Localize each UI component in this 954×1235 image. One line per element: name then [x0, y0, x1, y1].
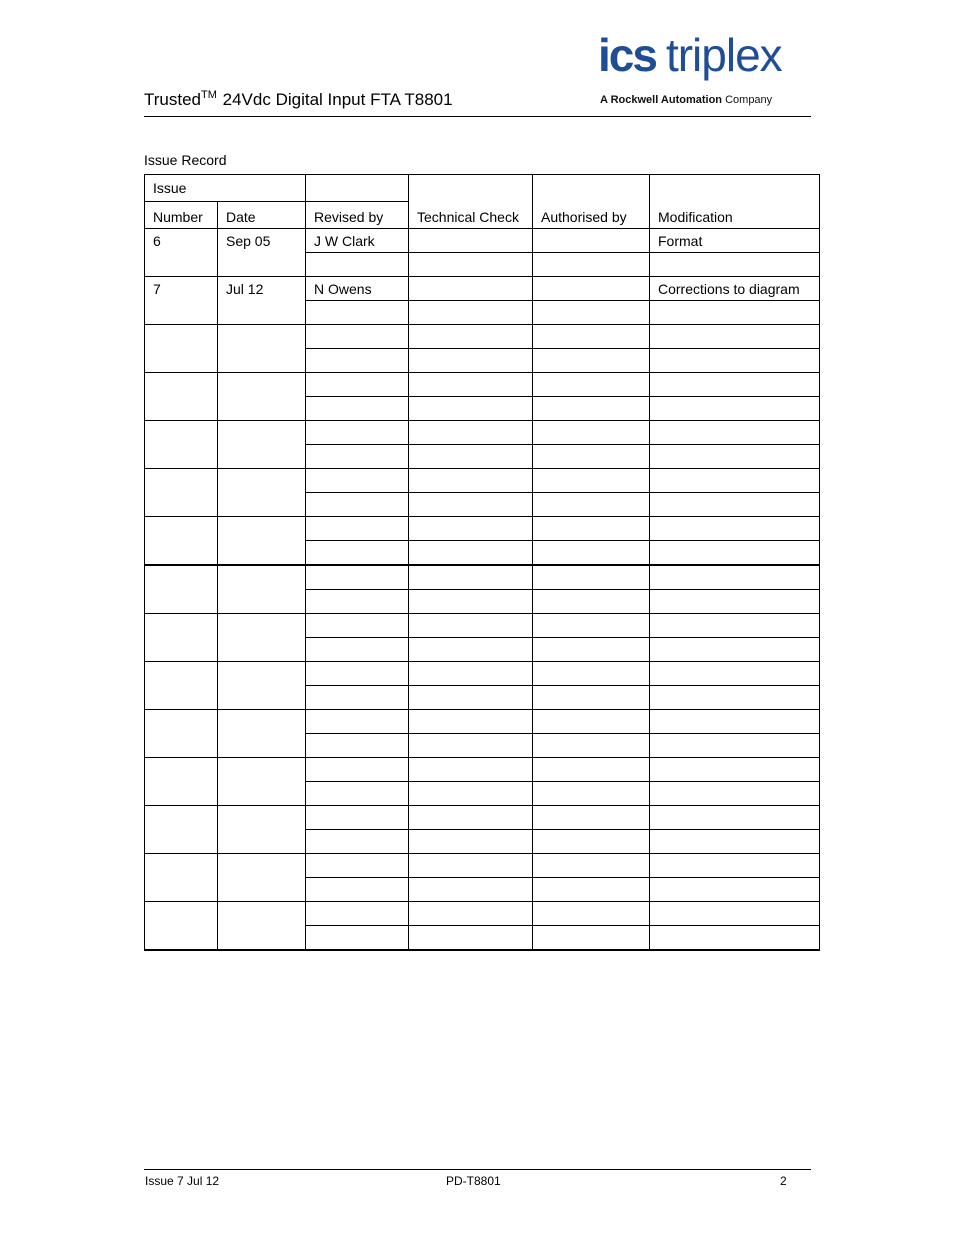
- technical-check-cell: [409, 854, 533, 878]
- modification-cell: [650, 373, 820, 397]
- issue-number-cell: [145, 373, 218, 421]
- modification-cell: [650, 758, 820, 782]
- table-row: [145, 565, 820, 590]
- modification-cell-blank: [650, 590, 820, 614]
- issue-date-cell: Sep 05: [218, 229, 306, 277]
- authorised-by-cell-blank: [533, 253, 650, 277]
- issue-date-cell: [218, 469, 306, 517]
- table-row: [145, 517, 820, 541]
- modification-cell: [650, 421, 820, 445]
- technical-check-cell-blank: [409, 878, 533, 902]
- issue-date-cell: [218, 373, 306, 421]
- revised-by-cell: [306, 469, 409, 493]
- technical-check-cell: [409, 421, 533, 445]
- table-row: [145, 758, 820, 782]
- modification-cell: Corrections to diagram: [650, 277, 820, 301]
- trademark-mark: TM: [201, 89, 217, 101]
- modification-cell-blank: [650, 782, 820, 806]
- document-title: [144, 89, 453, 110]
- authorised-by-cell: [533, 325, 650, 349]
- modification-cell-blank: [650, 638, 820, 662]
- modification-cell-blank: [650, 686, 820, 710]
- technical-check-cell-blank: [409, 301, 533, 325]
- technical-check-cell: [409, 565, 533, 590]
- technical-check-cell: [409, 614, 533, 638]
- issue-number-cell: [145, 902, 218, 951]
- authorised-by-cell: [533, 421, 650, 445]
- table-row: [145, 421, 820, 445]
- authorised-by-cell: [533, 854, 650, 878]
- modification-cell-blank: [650, 541, 820, 566]
- authorised-by-cell-blank: [533, 590, 650, 614]
- revised-by-cell: [306, 710, 409, 734]
- revised-by-cell: [306, 614, 409, 638]
- table-row: [145, 229, 820, 253]
- footer-page-number: 2: [780, 1174, 787, 1188]
- technical-check-header: Technical Check: [409, 175, 533, 229]
- technical-check-cell: [409, 229, 533, 253]
- authorised-by-cell: [533, 662, 650, 686]
- technical-check-cell-blank: [409, 686, 533, 710]
- revised-by-cell: [306, 565, 409, 590]
- title-prefix: Trusted: [144, 90, 202, 109]
- authorised-by-cell-blank: [533, 397, 650, 421]
- authorised-by-header: Authorised by: [533, 175, 650, 229]
- technical-check-cell-blank: [409, 541, 533, 566]
- revised-by-cell: [306, 325, 409, 349]
- modification-cell: [650, 517, 820, 541]
- authorised-by-cell-blank: [533, 782, 650, 806]
- issue-number-cell: [145, 614, 218, 662]
- issue-number-cell: [145, 662, 218, 710]
- issue-number-cell: 7: [145, 277, 218, 325]
- authorised-by-cell: [533, 469, 650, 493]
- revised-by-cell-blank: [306, 253, 409, 277]
- technical-check-cell: [409, 710, 533, 734]
- authorised-by-cell-blank: [533, 638, 650, 662]
- technical-check-cell-blank: [409, 782, 533, 806]
- authorised-by-cell-blank: [533, 878, 650, 902]
- technical-check-cell: [409, 373, 533, 397]
- date-header: Date: [218, 202, 306, 229]
- authorised-by-cell-blank: [533, 830, 650, 854]
- issue-date-cell: [218, 565, 306, 614]
- modification-header: Modification: [650, 175, 820, 229]
- modification-cell-blank: [650, 253, 820, 277]
- issue-number-cell: [145, 517, 218, 566]
- modification-cell-blank: [650, 878, 820, 902]
- technical-check-cell: [409, 758, 533, 782]
- modification-cell-blank: [650, 397, 820, 421]
- logo-wordmark: ics triplex: [598, 29, 782, 81]
- revised-by-cell: [306, 517, 409, 541]
- technical-check-cell: [409, 662, 533, 686]
- modification-cell: [650, 902, 820, 926]
- technical-check-cell-blank: [409, 926, 533, 951]
- revised-by-cell-blank: [306, 349, 409, 373]
- revised-by-cell-blank: [306, 926, 409, 951]
- issue-number-cell: [145, 421, 218, 469]
- issue-date-cell: [218, 325, 306, 373]
- issue-date-cell: [218, 662, 306, 710]
- revised-by-cell: [306, 758, 409, 782]
- issue-date-cell: [218, 421, 306, 469]
- technical-check-cell-blank: [409, 493, 533, 517]
- modification-cell: [650, 469, 820, 493]
- issue-date-cell: [218, 758, 306, 806]
- modification-cell-blank: [650, 445, 820, 469]
- technical-check-cell-blank: [409, 349, 533, 373]
- issue-date-cell: Jul 12: [218, 277, 306, 325]
- revised-by-cell: [306, 421, 409, 445]
- issue-date-cell: [218, 902, 306, 951]
- table-row: [145, 373, 820, 397]
- revised-by-cell-blank: [306, 830, 409, 854]
- table-row: [145, 902, 820, 926]
- authorised-by-cell: [533, 806, 650, 830]
- title-suffix: 24Vdc Digital Input FTA T8801: [222, 90, 453, 109]
- revised-by-cell: N Owens: [306, 277, 409, 301]
- modification-cell-blank: [650, 830, 820, 854]
- modification-cell-blank: [650, 493, 820, 517]
- authorised-by-cell-blank: [533, 541, 650, 566]
- authorised-by-cell-blank: [533, 301, 650, 325]
- revised-by-cell: J W Clark: [306, 229, 409, 253]
- table-row: [145, 469, 820, 493]
- table-row: [145, 806, 820, 830]
- header-divider: [144, 116, 811, 117]
- issue-number-cell: 6: [145, 229, 218, 277]
- authorised-by-cell: [533, 902, 650, 926]
- technical-check-cell-blank: [409, 734, 533, 758]
- technical-check-cell: [409, 517, 533, 541]
- issue-date-cell: [218, 517, 306, 566]
- table-row: [145, 614, 820, 638]
- technical-check-cell: [409, 806, 533, 830]
- logo-tagline: A Rockwell Automation Company: [600, 94, 773, 106]
- issue-number-cell: [145, 806, 218, 854]
- modification-cell: [650, 565, 820, 590]
- technical-check-cell-blank: [409, 638, 533, 662]
- revised-by-cell: [306, 662, 409, 686]
- authorised-by-cell: [533, 710, 650, 734]
- modification-cell-blank: [650, 301, 820, 325]
- revised-by-header: Revised by: [306, 202, 409, 229]
- modification-cell-blank: [650, 734, 820, 758]
- technical-check-cell: [409, 469, 533, 493]
- revised-by-cell: [306, 854, 409, 878]
- issue-number-cell: [145, 758, 218, 806]
- table-row: [145, 662, 820, 686]
- revised-by-cell-blank: [306, 734, 409, 758]
- revised-by-cell-blank: [306, 686, 409, 710]
- table-row: [145, 325, 820, 349]
- issue-date-cell: [218, 710, 306, 758]
- revised-by-cell: [306, 902, 409, 926]
- authorised-by-cell-blank: [533, 493, 650, 517]
- revised-by-cell-blank: [306, 590, 409, 614]
- authorised-by-cell: [533, 614, 650, 638]
- modification-cell: Format: [650, 229, 820, 253]
- header-row-1: [145, 175, 820, 202]
- table-row: [145, 710, 820, 734]
- table-row: [145, 854, 820, 878]
- technical-check-cell-blank: [409, 445, 533, 469]
- number-header: Number: [145, 202, 218, 229]
- revised-by-cell-blank: [306, 301, 409, 325]
- revised-by-cell-blank: [306, 445, 409, 469]
- modification-cell-blank: [650, 926, 820, 951]
- issue-record-table: [144, 174, 820, 951]
- revised-by-cell: [306, 373, 409, 397]
- technical-check-cell-blank: [409, 253, 533, 277]
- issue-date-cell: [218, 854, 306, 902]
- technical-check-cell-blank: [409, 830, 533, 854]
- authorised-by-cell: [533, 277, 650, 301]
- modification-cell: [650, 710, 820, 734]
- modification-cell: [650, 662, 820, 686]
- modification-cell: [650, 806, 820, 830]
- issue-date-cell: [218, 614, 306, 662]
- issue-number-cell: [145, 710, 218, 758]
- authorised-by-cell: [533, 229, 650, 253]
- ics-triplex-logo: [598, 29, 812, 112]
- technical-check-cell-blank: [409, 397, 533, 421]
- authorised-by-cell: [533, 758, 650, 782]
- technical-check-cell-blank: [409, 590, 533, 614]
- modification-cell: [650, 614, 820, 638]
- issue-number-cell: [145, 469, 218, 517]
- authorised-by-cell: [533, 373, 650, 397]
- technical-check-cell: [409, 902, 533, 926]
- revised-by-cell-blank: [306, 878, 409, 902]
- technical-check-cell: [409, 277, 533, 301]
- authorised-by-cell-blank: [533, 445, 650, 469]
- footer-divider: [144, 1169, 811, 1170]
- revised-by-cell-blank: [306, 782, 409, 806]
- authorised-by-cell-blank: [533, 349, 650, 373]
- modification-cell: [650, 325, 820, 349]
- authorised-by-cell-blank: [533, 734, 650, 758]
- issue-date-cell: [218, 806, 306, 854]
- modification-cell: [650, 854, 820, 878]
- table-row: [145, 277, 820, 301]
- revised-by-cell: [306, 806, 409, 830]
- revised-by-header-top: [306, 175, 409, 202]
- revised-by-cell-blank: [306, 493, 409, 517]
- authorised-by-cell-blank: [533, 686, 650, 710]
- issue-group-header: Issue: [145, 175, 306, 202]
- revised-by-cell-blank: [306, 638, 409, 662]
- revised-by-cell-blank: [306, 397, 409, 421]
- authorised-by-cell: [533, 517, 650, 541]
- footer-issue: Issue 7 Jul 12: [145, 1174, 220, 1188]
- issue-record-label: Issue Record: [144, 152, 227, 168]
- authorised-by-cell: [533, 565, 650, 590]
- issue-number-cell: [145, 325, 218, 373]
- issue-number-cell: [145, 565, 218, 614]
- technical-check-cell: [409, 325, 533, 349]
- issue-number-cell: [145, 854, 218, 902]
- modification-cell-blank: [650, 349, 820, 373]
- authorised-by-cell-blank: [533, 926, 650, 951]
- footer-doc-id: PD-T8801: [446, 1174, 501, 1188]
- revised-by-cell-blank: [306, 541, 409, 566]
